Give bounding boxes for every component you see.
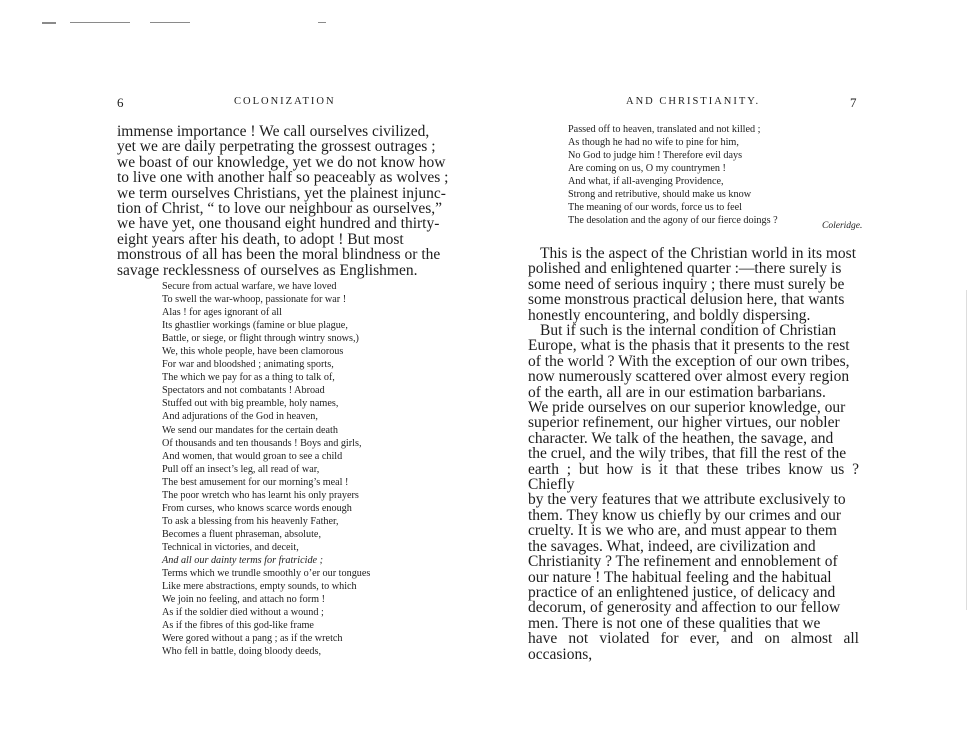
text-line: now numerously scattered over almost every region <box>528 368 850 386</box>
text-line: we boast of our knowledge, yet we do not know how <box>117 153 446 171</box>
text-line: superior refinement, our higher virtues, our nobler <box>528 414 840 432</box>
poem-line: No God to judge him ! Therefore evil days <box>568 150 743 162</box>
text-line: eight years after his death, to adopt ! But most <box>117 230 404 248</box>
text-line: savage recklessness of ourselves as Englishmen. <box>117 261 418 279</box>
poem-line: The poor wretch who has learnt his only prayers <box>162 489 359 501</box>
left-page-number: 6 <box>117 95 124 110</box>
left-poem <box>162 280 370 658</box>
text-line: of the world ? With the exception of our own tribes, <box>528 352 850 370</box>
poem-line: We, this whole people, have been clamorous <box>162 346 344 358</box>
poem-line: We join no feeling, and attach no form ! <box>162 594 325 606</box>
text-line: them. They know us chiefly by our crimes and our <box>528 506 842 524</box>
text-line: we have yet, one thousand eight hundred and thirty- <box>117 215 440 233</box>
poem-line: Terms which we trundle smoothly o’er our tongues <box>162 568 371 580</box>
left-running-head: COLONIZATION <box>234 96 336 107</box>
right-page <box>490 0 980 753</box>
text-line: the cruel, and the wily tribes, that fill the rest of the <box>528 445 847 463</box>
poem-line: As though he had no wife to pine for him, <box>568 137 739 149</box>
poem-line: Its ghastlier workings (famine or blue plague, <box>162 320 348 332</box>
poem-line: Strong and retributive, should make us know <box>568 189 752 201</box>
right-poem <box>568 123 778 227</box>
poem-line: From curses, who knows scarce words enough <box>162 502 352 514</box>
poem-line: Stuffed out with big preamble, holy names, <box>162 398 339 410</box>
text-line: earth ; but how is it that these tribes know us ? Chiefly <box>528 460 859 494</box>
text-line: But if such is the internal condition of Christian <box>540 322 837 339</box>
poem-line: Are coming on us, O my countrymen ! <box>568 163 726 175</box>
text-line: have not violated for ever, and on almost all occasions, <box>528 630 859 663</box>
text-line: our nature ! The habitual feeling and the habitual <box>528 568 832 586</box>
poem-line: The best amusement for our morning’s meal ! <box>162 476 349 488</box>
poem-line: Becomes a fluent phraseman, absolute, <box>162 528 321 540</box>
text-line: we term ourselves Christians, yet the plainest injunc- <box>117 184 446 202</box>
poem-line: The which we pay for as a thing to talk of, <box>162 372 335 384</box>
poem-line: Battle, or siege, or flight through wintry snows,) <box>162 333 359 345</box>
poem-line: And all our dainty terms for fratricide ; <box>162 554 324 566</box>
poem-line: The meaning of our words, force us to feel <box>568 202 742 214</box>
right-paragraph-1 <box>528 246 859 323</box>
poem-line: Were gored without a pang ; as if the wretch <box>162 633 343 645</box>
poem-line: For war and bloodshed ; animating sports, <box>162 359 334 371</box>
text-line: honestly encountering, and boldly dispersing. <box>528 306 811 324</box>
poem-line: Pull off an insect’s leg, all read of war, <box>162 463 320 475</box>
right-running-head: AND CHRISTIANITY. <box>626 96 761 107</box>
poem-line: Alas ! for ages ignorant of all <box>162 307 282 319</box>
text-line: the savages. What, indeed, are civilization and <box>528 537 816 555</box>
text-line: of the earth, all are in our estimation barbarians. <box>528 383 826 401</box>
poem-line: Passed off to heaven, translated and not killed ; <box>568 124 761 135</box>
right-paragraph-2 <box>528 323 859 662</box>
poem-line: Like mere abstractions, empty sounds, to which <box>162 581 357 593</box>
poem-line: And what, if all-avenging Providence, <box>568 176 724 188</box>
text-line: some monstrous practical delusion here, that wants <box>528 291 845 309</box>
text-line: polished and enlightened quarter :—there surely is <box>528 260 842 278</box>
text-line: practice of an enlightened justice, of delicacy and <box>528 583 836 601</box>
poem-line: As if the fibres of this god-like frame <box>162 620 314 632</box>
poem-line: Who fell in battle, doing bloody deeds, <box>162 646 322 658</box>
text-line: yet we are daily perpetrating the grossest outrages ; <box>117 138 436 156</box>
text-line: tion of Christ, “ to love our neighbour as ourselves,” <box>117 200 443 218</box>
poem-line: Spectators and not combatants ! Abroad <box>162 385 325 397</box>
left-paragraph <box>117 124 457 278</box>
text-line: decorum, of generosity and affection to our fellow <box>528 599 841 617</box>
poem-line: Technical in victories, and deceit, <box>162 541 299 553</box>
poem-line: As if the soldier died without a wound ; <box>162 607 324 619</box>
right-page-number: 7 <box>850 95 857 110</box>
poem-line: We send our mandates for the certain death <box>162 424 338 436</box>
text-line: cruelty. It is we who are, and must appear to them <box>528 522 837 540</box>
text-line: to live one with another half so peaceably as wolves ; <box>117 169 449 187</box>
text-line: monstrous of all has been the moral blindness or the <box>117 246 441 264</box>
text-line: Christianity ? The refinement and ennoblement of <box>528 553 838 571</box>
poem-line: The desolation and the agony of our fierce doings ? <box>568 215 778 227</box>
text-line: character. We talk of the heathen, the savage, and <box>528 429 834 447</box>
text-line: This is the aspect of the Christian world in its most <box>540 245 856 262</box>
poem-line: To swell the war-whoop, passionate for war ! <box>162 294 347 306</box>
text-line: men. There is not one of these qualities that we <box>528 614 821 632</box>
poem-line: And adjurations of the God in heaven, <box>162 411 318 423</box>
text-line: immense importance ! We call ourselves civilized, <box>117 123 430 140</box>
poem-line: Of thousands and ten thousands ! Boys and girls, <box>162 437 362 449</box>
text-line: some need of serious inquiry ; there must surely be <box>528 275 845 293</box>
poem-line: And women, that would groan to see a child <box>162 450 343 462</box>
text-line: Europe, what is the phasis that it presents to the rest <box>528 337 850 355</box>
text-line: by the very features that we attribute exclusively to <box>528 491 846 509</box>
poem-attribution: Coleridge. <box>822 221 863 231</box>
text-line: We pride ourselves on our superior knowledge, our <box>528 399 846 417</box>
poem-line: Secure from actual warfare, we have loved <box>162 281 337 292</box>
poem-line: To ask a blessing from his heavenly Father, <box>162 515 339 527</box>
